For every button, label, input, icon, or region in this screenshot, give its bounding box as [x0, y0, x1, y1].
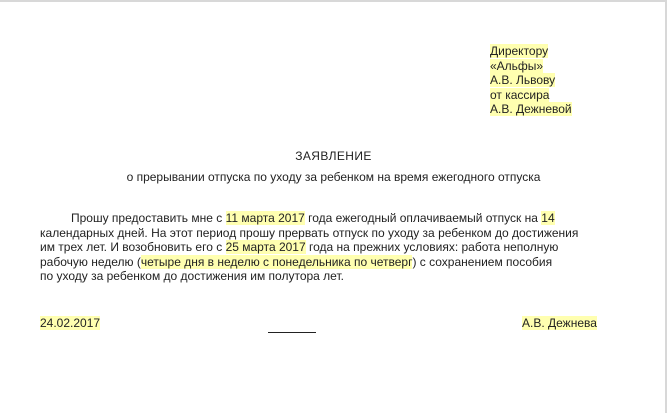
page-border-top	[0, 0, 667, 2]
body-line-1	[40, 211, 630, 226]
body-text-fragment: года на прежних условиях: работа неполную	[305, 240, 559, 254]
document-subtitle: о прерывании отпуска по уходу за ребенком на время ежегодного отпуска	[126, 170, 541, 184]
vacation-days-count: 14	[541, 211, 555, 225]
vacation-start-date: 11 марта 2017	[225, 211, 305, 225]
body-text-fragment: ) с сохранением пособия	[412, 254, 553, 269]
body-line-3	[40, 240, 630, 255]
body-line-2: календарных дней. На этот период прошу прервать отпуск по уходу за ребенком до достижения	[40, 225, 579, 240]
body-text-fragment: им трех лет. И возобновить его с	[40, 240, 226, 254]
addressee-name: А.В. Львову	[490, 73, 556, 87]
signature-line	[268, 332, 316, 333]
work-schedule: четыре дня в неделю с понедельника по четверг	[140, 254, 413, 269]
resume-date: 25 марта 2017	[225, 240, 306, 254]
body-text-fragment: Прошу предоставить мне с	[71, 211, 226, 225]
addressee-position: Директору	[490, 44, 549, 58]
body-text-fragment: рабочую неделю (	[40, 254, 141, 269]
date-value: 24.02.2017	[40, 316, 101, 330]
body-line-5: по уходу за ребенком до достижения им полутора лет.	[40, 269, 344, 283]
signer-name	[522, 316, 597, 330]
application-body	[40, 211, 630, 284]
signer-name-value: А.В. Дежнева	[522, 316, 597, 330]
sender-position: от кассира	[490, 87, 550, 102]
body-line-4	[40, 255, 630, 270]
sender-name: А.В. Дежневой	[490, 102, 572, 116]
addressee-company: «Альфы»	[490, 58, 544, 73]
addressee-block	[490, 44, 572, 117]
document-title: ЗАЯВЛЕНИЕ	[295, 149, 372, 163]
body-text-fragment: года ежегодный оплачиваемый отпуск на	[304, 211, 542, 225]
application-date	[40, 316, 100, 330]
